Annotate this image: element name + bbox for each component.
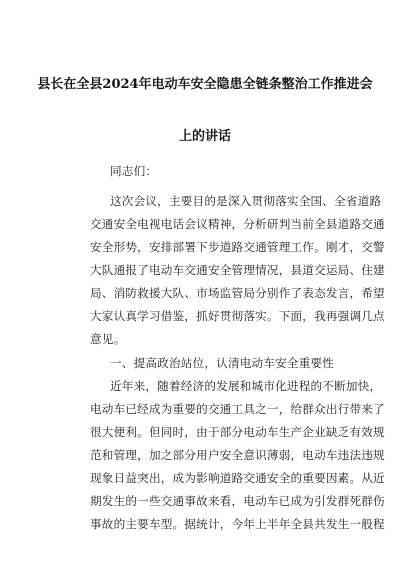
paragraph-line: 局、消防救援大队、市场监管局分别作了表态发言，希望	[90, 286, 385, 300]
paragraph-line: 安全形势，安排部署下步道路交通管理工作。刚才，交警	[90, 240, 385, 254]
section-heading: 一、提高政治站位，认清电动车安全重要性	[110, 356, 335, 370]
paragraph-line: 大家认真学习借鉴，抓好贯彻落实。下面，我再强调几点	[90, 309, 385, 323]
paragraph-line: 电动车已经成为重要的交通工具之一，给群众出行带来了	[90, 402, 385, 416]
document-title-line2: 上的讲话	[178, 129, 231, 144]
paragraph-line: 交通安全电视电话会议精神，分析研判当前全县道路交通	[90, 217, 385, 231]
salutation: 同志们：	[110, 164, 158, 178]
document-title-line1: 县长在全县2024年电动车安全隐患全链条整治工作推进会	[37, 77, 373, 92]
paragraph-line: 范和管理，加之部分用户安全意识薄弱，电动车违法违规	[90, 448, 385, 462]
paragraph-line: 近年来，随着经济的发展和城市化进程的不断加快，	[110, 379, 382, 393]
paragraph-line: 现象日益突出，成为影响道路交通安全的重要因素。从近	[90, 471, 385, 485]
paragraph-line: 事故的主要车型。据统计，今年上半年全县共发生一般程	[90, 517, 385, 531]
paragraph-line: 期发生的一些交通事故来看，电动车已成为引发群死群伤	[90, 494, 385, 508]
paragraph-line: 意见。	[90, 332, 126, 346]
paragraph-line: 很大便利。但同时，由于部分电动车生产企业缺乏有效规	[90, 425, 385, 439]
paragraph-line: 这次会议，主要目的是深入贯彻落实全国、全省道路	[110, 194, 382, 208]
paragraph-line: 大队通报了电动车交通安全管理情况，县道交运局、住建	[90, 263, 385, 277]
